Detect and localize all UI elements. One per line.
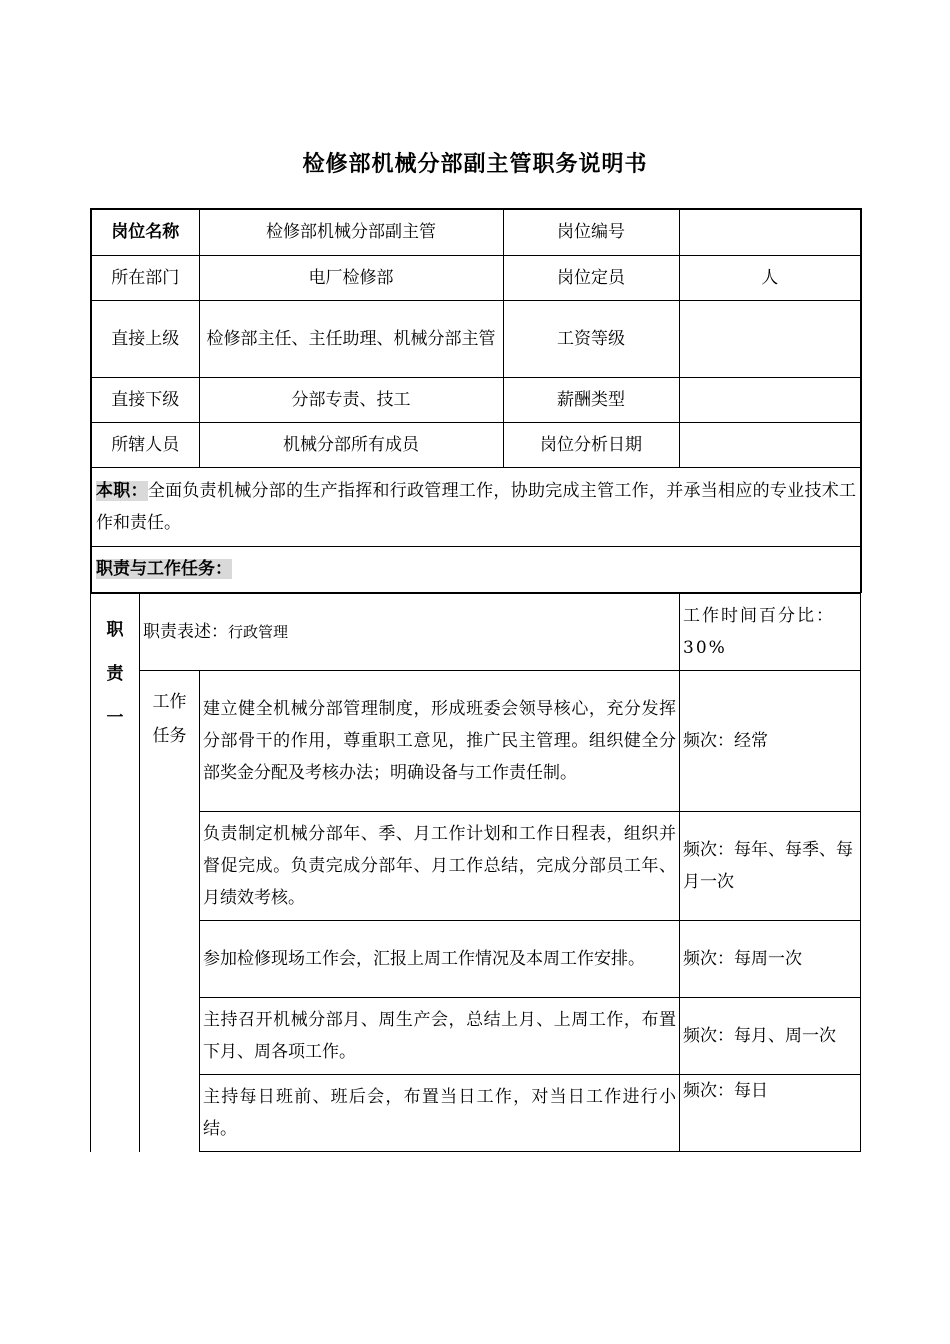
task-3-freq: 频次：每周一次 <box>680 921 861 998</box>
task-2-text: 负责制定机械分部年、季、月工作计划和工作日程表，组织并督促完成。负责完成分部年、月工作总结，完成分部员工年、月绩效考核。 <box>200 812 680 921</box>
duties-heading: 职责与工作任务： <box>96 559 232 579</box>
time-percent: 工作时间百分比：30% <box>680 594 861 671</box>
task-3-text: 参加检修现场工作会，汇报上周工作情况及本周工作安排。 <box>200 921 680 998</box>
task-1-text: 建立健全机械分部管理制度，形成班委会领导核心，充分发挥分部骨干的作用，尊重职工意见，推广民主管理。组织健全分部奖金分配及考核办法；明确设备与工作责任制。 <box>200 671 680 812</box>
analysis-date-label: 岗位分析日期 <box>503 422 679 467</box>
duty-one-table <box>90 593 861 1152</box>
staff-label: 所辖人员 <box>91 422 199 467</box>
pay-type-label: 薪酬类型 <box>503 377 679 422</box>
duty-summary <box>91 467 861 546</box>
dept-label: 所在部门 <box>91 255 199 300</box>
subordinate-value: 分部专责、技工 <box>199 377 503 422</box>
quota-label: 岗位定员 <box>503 255 679 300</box>
duty-side-char-3: 一 <box>106 708 124 728</box>
job-info-table <box>90 208 862 593</box>
duty-statement-label: 职责表述： <box>143 622 228 642</box>
dept-value: 电厂检修部 <box>199 255 503 300</box>
duty-summary-label: 本职： <box>96 480 148 501</box>
grade-value <box>679 300 861 377</box>
task-label-text: 工作任务 <box>152 692 187 746</box>
analysis-date-value <box>679 422 861 467</box>
superior-label: 直接上级 <box>91 300 199 377</box>
task-4-freq: 频次：每月、周一次 <box>680 998 861 1075</box>
subordinate-label: 直接下级 <box>91 377 199 422</box>
superior-value: 检修部主任、主任助理、机械分部主管 <box>199 300 503 377</box>
task-5-text: 主持每日班前、班后会，布置当日工作，对当日工作进行小结。 <box>200 1075 680 1152</box>
duties-heading-cell <box>91 546 861 592</box>
task-5-freq: 频次：每日 <box>680 1075 861 1152</box>
duty-one-side-label <box>91 594 140 1152</box>
job-code-value <box>679 209 861 255</box>
duty-statement <box>140 594 680 671</box>
task-2-freq: 频次：每年、每季、每月一次 <box>680 812 861 921</box>
job-name-value: 检修部机械分部副主管 <box>199 209 503 255</box>
job-code-label: 岗位编号 <box>503 209 679 255</box>
grade-label: 工资等级 <box>503 300 679 377</box>
pay-type-value <box>679 377 861 422</box>
job-name-label: 岗位名称 <box>91 209 199 255</box>
duty-side-char-1: 职 <box>106 620 124 640</box>
quota-value: 人 <box>679 255 861 300</box>
staff-value: 机械分部所有成员 <box>199 422 503 467</box>
page-title: 检修部机械分部副主管职务说明书 <box>302 152 648 177</box>
task-label <box>140 671 200 1152</box>
duty-summary-text: 全面负责机械分部的生产指挥和行政管理工作，协助完成主管工作，并承当相应的专业技术工作和责任。 <box>96 480 857 533</box>
task-4-text: 主持召开机械分部月、周生产会，总结上月、上周工作，布置下月、周各项工作。 <box>200 998 680 1075</box>
task-1-freq: 频次：经常 <box>680 671 861 812</box>
duty-side-char-2: 责 <box>106 664 124 684</box>
duty-statement-value: 行政管理 <box>228 623 289 641</box>
